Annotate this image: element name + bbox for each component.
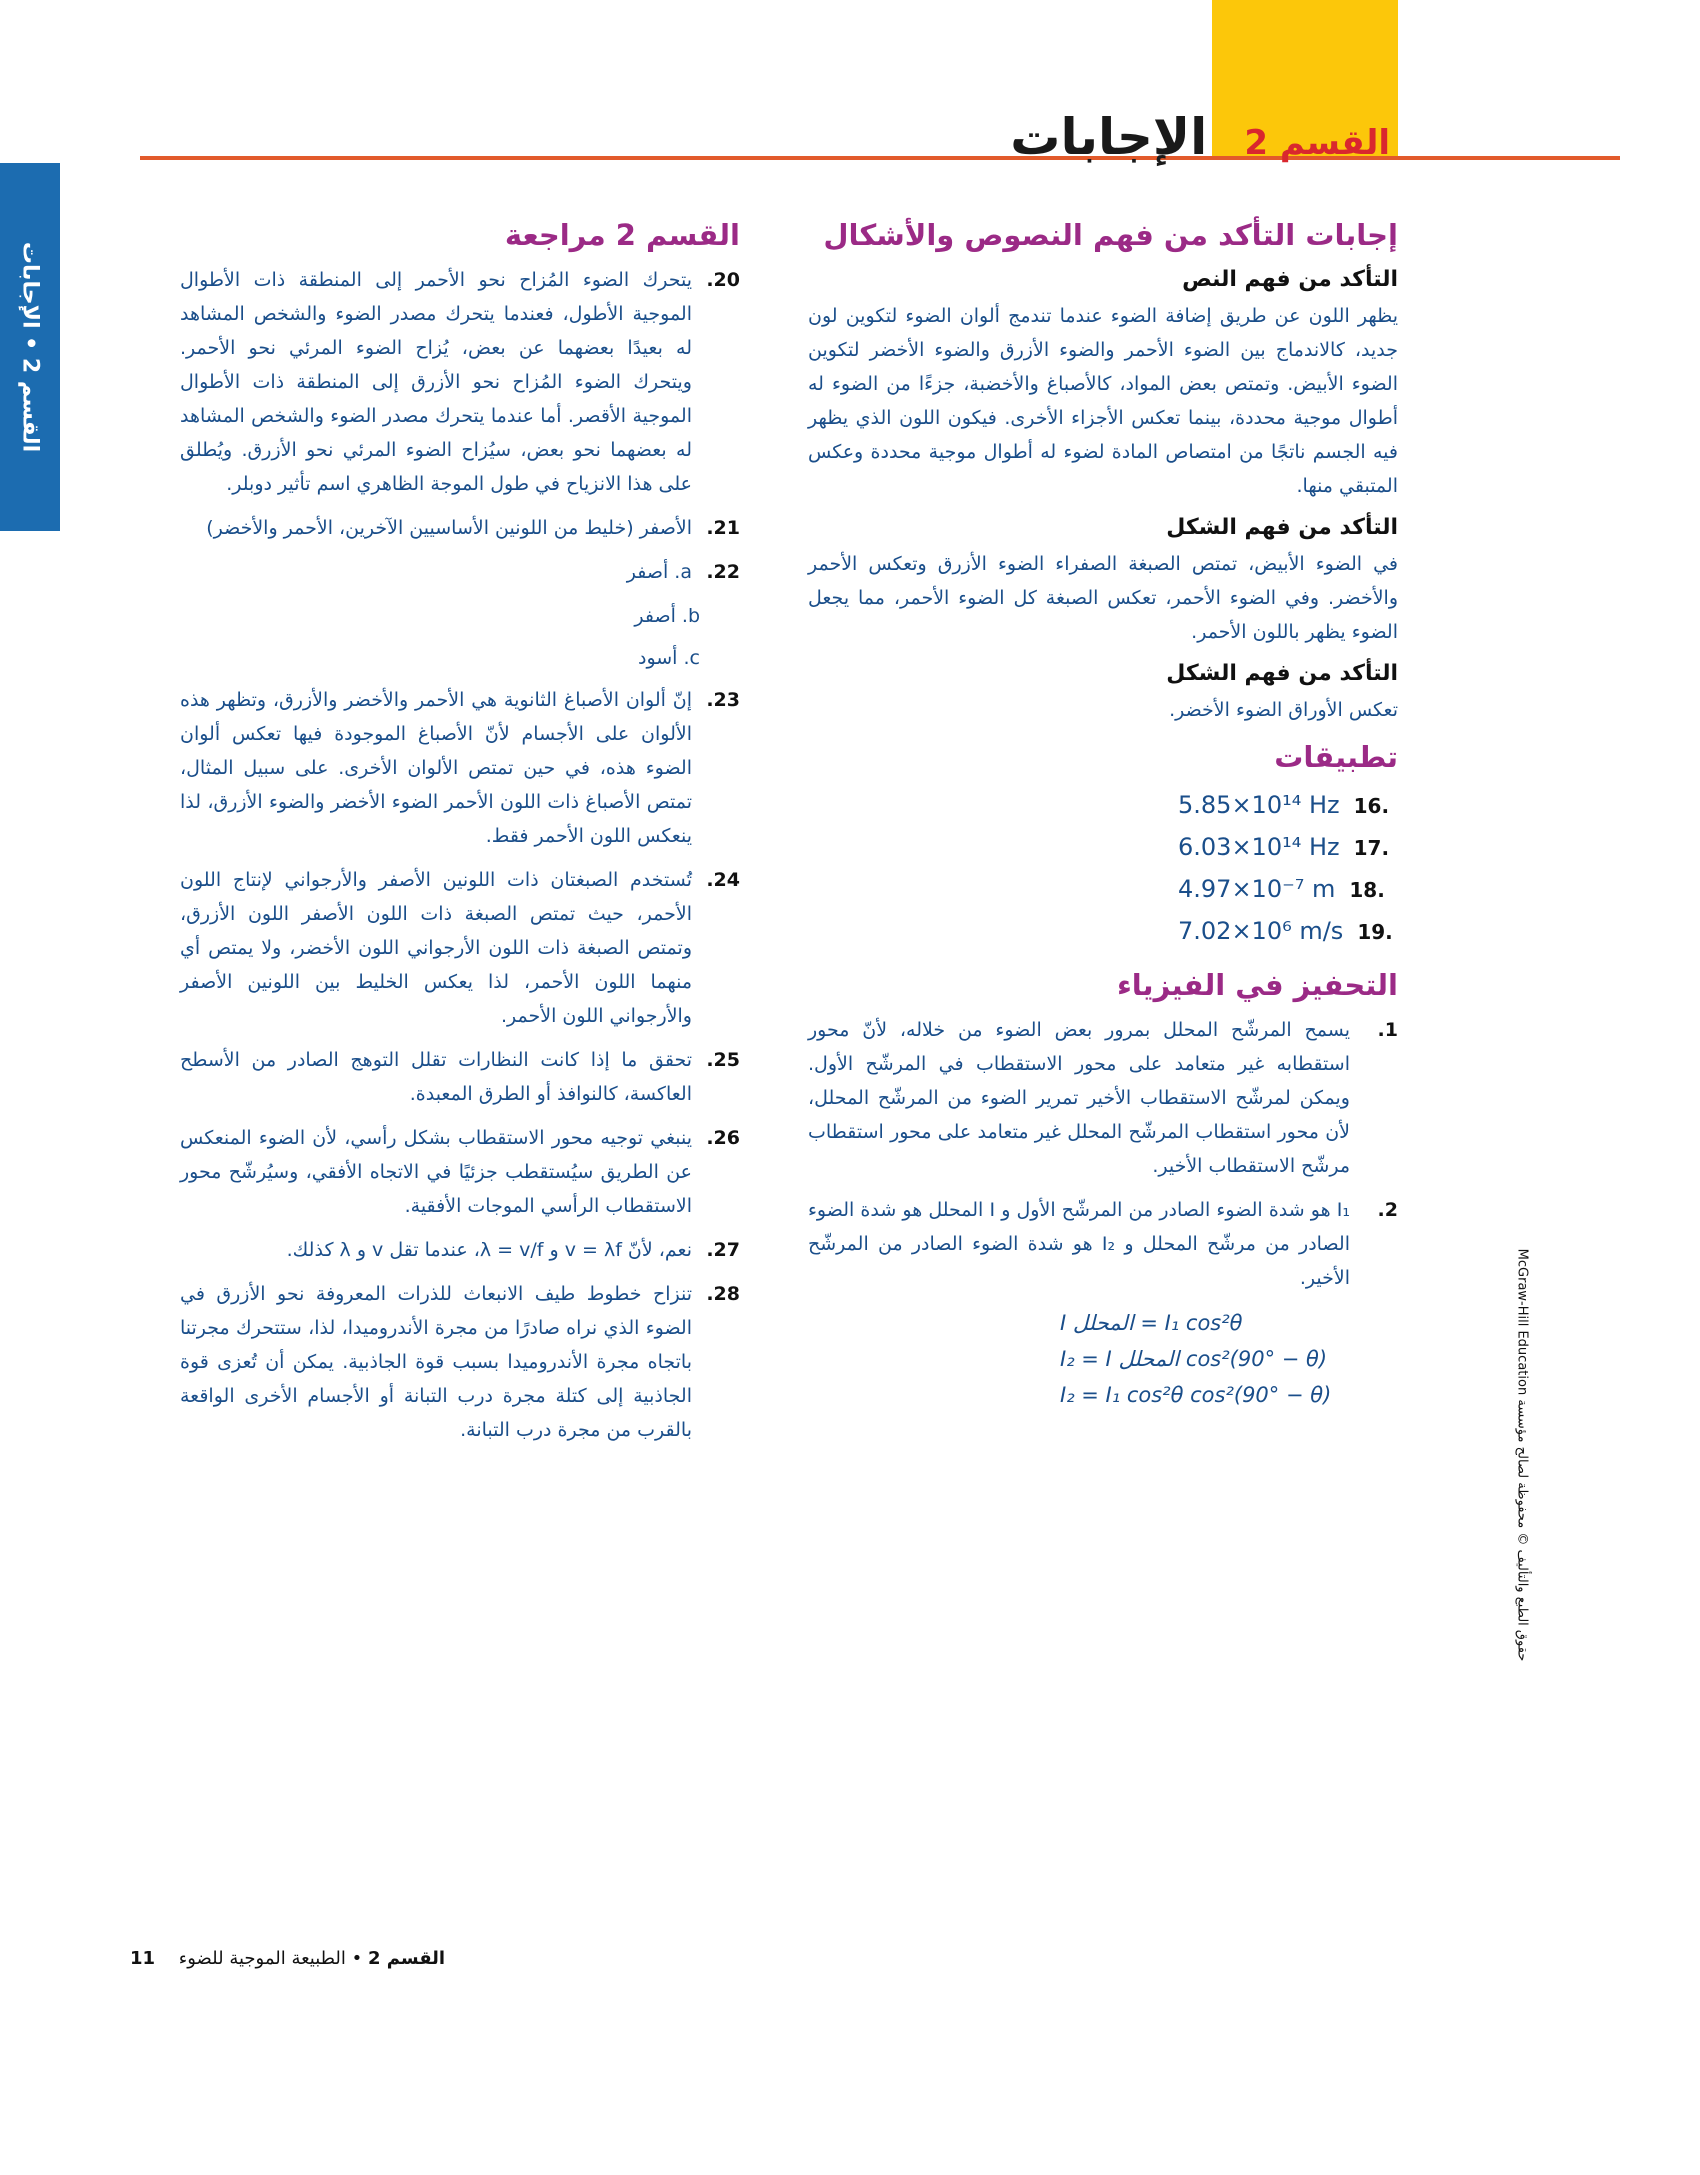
header-section-label: القسم 2 <box>1244 123 1390 163</box>
footer-section: القسم 2 <box>367 1948 446 1969</box>
applications-heading: تطبيقات <box>1274 740 1398 774</box>
page-title <box>600 108 1390 166</box>
review-item-25: 25. تحقق ما إذا كانت النظارات تقلل التوهج الصادر من الأسطح العاكسة، كالنوافذ أو الطرق المعبدة. <box>180 1049 740 1105</box>
equation-1: I المحلل = I₁ cos²θ <box>1060 1311 1243 1335</box>
review-item-24: 24. تُستخدم الصبغتان ذات اللونين الأصفر والأرجواني لإنتاج اللون الأحمر، حيث تمتص الصبغة ذات اللون الأصفر اللون الأزرق، وتمتص الصبغة ذات اللون الأرجواني اللون الأخضر، ولا يمتص أي منهما اللون الأحمر، لذا يعكس الخليط بين اللونين الأصفر والأرجواني اللون الأحمر. <box>180 869 740 1027</box>
applications-list <box>808 785 1398 953</box>
list-item: 4.97×10⁻⁷ m 18. <box>1178 875 1385 903</box>
list-item: 5.85×10¹⁴ Hz 16. <box>1178 791 1390 819</box>
review-item-27: 27. نعم، لأنّ v = λf و λ = v/f، عندما تقل v و λ كذلك. <box>286 1239 740 1261</box>
challenge-heading: التحفيز في الفيزياء <box>1116 968 1398 1002</box>
equation-3: I₂ = I₁ cos²θ cos²(90° − θ) <box>1060 1383 1332 1407</box>
equation-2: I₂ = I المحلل cos²(90° − θ) <box>1060 1347 1328 1371</box>
challenge-item-1: 1. يسمح المرشّح المحلل بمرور بعض الضوء من خلاله، لأنّ محور استقطابه غير متعامد على محور الاستقطاب في المرشّح الأول. ويمكن لمرشّح الاستقطاب الأخير تمرير الضوء من المرشّح المحلل، لأن محور استقطاب المرشّح المحلل غير متعامد على محور استقطاب مرشّح الاستقطاب الأخير. <box>808 1019 1398 1177</box>
check-text-heading: التأكد من فهم النص <box>1182 267 1398 292</box>
check-figure-2-heading: التأكد من فهم الشكل <box>1166 661 1398 686</box>
review-item-28: 28. تنزاح خطوط طيف الانبعاث للذرات المعروفة نحو الأزرق في الضوء الذي نراه صادرًا من مجرة الأندروميدا، لذا، ستتحرك مجرتنا باتجاه مجرة الأندروميدا بسبب قوة الجاذبية. يمكن أن تُعزى قوة الجاذبية إلى كتلة مجرة درب التبانة أو الأجسام الأخرى الواقعة بالقرب من مجرة درب التبانة. <box>180 1283 740 1441</box>
check-text-body: يظهر اللون عن طريق إضافة الضوء عندما تندمج ألوان الضوء لتكوين لون جديد، كالاندماج بين الضوء الأحمر والضوء الأزرق والضوء الأخضر لتكوين الضوء الأبيض. وتمتص بعض المواد، كالأصباغ والأخضبة، جزءًا من الضوء له أطوال موجية محددة، بينما تعكس الأجزاء الأخرى. فيكون اللون الذي يظهر فيه الجسم ناتجًا من امتصاص المادة لضوء له أطوال موجية محددة وعكس المتبقي منها. <box>808 305 1398 497</box>
publisher-copyright: McGraw-Hill Education حقوق الطبع والتأليف © محفوظة لصالح مؤسسة <box>1514 1248 1530 1662</box>
review-item-26: 26. ينبغي توجيه محور الاستقطاب بشكل رأسي، لأن الضوء المنعكس عن الطريق سيُستقطب جزئيًا في الاتجاه الأفقي، وسيُرشّح محور الاستقطاب الرأسي الموجات الأفقية. <box>180 1127 740 1217</box>
list-item: 6.03×10¹⁴ Hz 17. <box>1178 833 1390 861</box>
review-item-22-b: b. أصفر <box>634 605 700 627</box>
list-item: 7.02×10⁶ m/s 19. <box>1178 917 1393 945</box>
review-item-20: 20. يتحرك الضوء المُزاح نحو الأحمر إلى المنطقة ذات الأطوال الموجية الأطول، فعندما يتحرك مصدر الضوء والشخص المشاهد له بعيدًا بعضهما عن بعض، يُزاح الضوء المرئي نحو الأحمر. ويتحرك الضوء المُزاح نحو الأزرق إلى المنطقة ذات الأطوال الموجية الأقصر. أما عندما يتحرك مصدر الضوء والشخص المشاهد له بعضهما نحو بعض، سيُزاح الضوء المرئي نحو الأزرق. ويُطلق على هذا الانزياح في طول الموجة الظاهري اسم تأثير دوبلر. <box>180 269 740 495</box>
side-tab-label: القسم 2 • الإجابات <box>17 241 43 453</box>
page-number: 11 <box>130 1948 156 1969</box>
header-answers-label: الإجابات <box>1010 108 1208 166</box>
challenge-item-2: 2. I₁ هو شدة الضوء الصادر من المرشّح الأول و I المحلل هو شدة الضوء الصادر من مرشّح المحلل و I₂ هو شدة الضوء الصادر من المرشّح الأخير. <box>808 1199 1398 1289</box>
review-item-22: 22. a. أصفر <box>626 561 740 583</box>
left-column <box>180 213 740 1457</box>
check-answers-heading: إجابات التأكد من فهم النصوص والأشكال <box>823 218 1398 252</box>
review-heading: القسم 2 مراجعة <box>504 218 740 252</box>
page-footer <box>130 1948 445 1969</box>
review-item-21: 21. الأصفر (خليط من اللونين الأساسيين الآخرين، الأحمر والأخضر) <box>206 517 740 539</box>
check-figure-2-body: تعكس الأوراق الضوء الأخضر. <box>1169 699 1398 721</box>
footer-title: • الطبيعة الموجية للضوء <box>178 1948 363 1969</box>
review-item-22-c: c. أسود <box>637 647 700 669</box>
right-column <box>808 213 1398 1413</box>
review-item-23: 23. إنّ ألوان الأصباغ الثانوية هي الأحمر والأخضر والأزرق، وتظهر هذه الألوان على الأجسام لأنّ الأصباغ الموجودة فيها تعكس ألوان الضوء هذه، في حين تمتص الألوان الأخرى. على سبيل المثال، تمتص الأصباغ ذات اللون الأحمر الضوء الأخضر والضوء الأزرق، لذا ينعكس اللون الأحمر فقط. <box>180 689 740 847</box>
check-figure-1-heading: التأكد من فهم الشكل <box>1166 515 1398 540</box>
check-figure-1-body: في الضوء الأبيض، تمتص الصبغة الصفراء الضوء الأزرق وتعكس الأحمر والأخضر. وفي الضوء الأحمر، تعكس الصبغة كل الضوء الأحمر، مما يجعل الضوء يظهر باللون الأحمر. <box>808 553 1398 643</box>
